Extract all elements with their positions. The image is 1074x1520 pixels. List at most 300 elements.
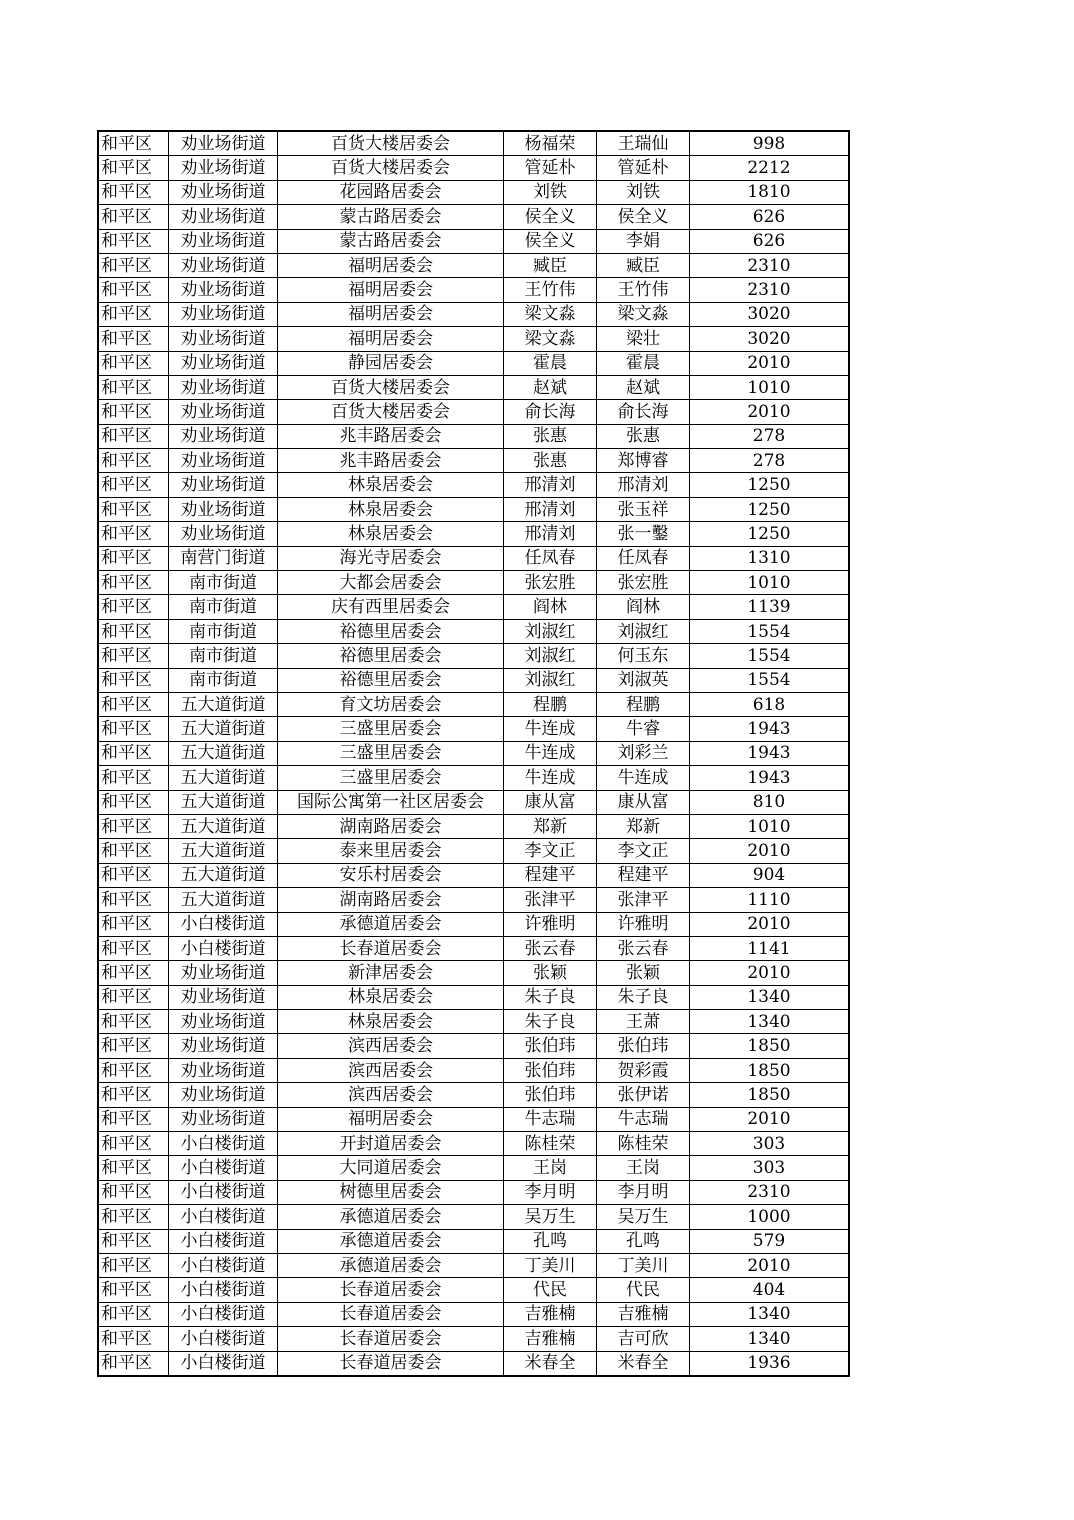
table-row: [98, 790, 849, 814]
street-cell: 小白楼街道: [169, 1180, 278, 1204]
district-cell: 和平区: [98, 619, 169, 643]
district-cell: 和平区: [98, 1351, 169, 1376]
amount-cell: 2010: [690, 351, 850, 375]
person-cell: 陈桂荣: [597, 1132, 690, 1156]
committee-cell: 滨西居委会: [278, 1058, 504, 1082]
committee-cell: 承德道居委会: [278, 1229, 504, 1253]
amount-cell: 303: [690, 1132, 850, 1156]
person-cell: 牛连成: [597, 766, 690, 790]
amount-cell: 1810: [690, 180, 850, 204]
person-cell: 侯全义: [597, 205, 690, 229]
person-cell: 吴万生: [597, 1205, 690, 1229]
committee-cell: 百货大楼居委会: [278, 156, 504, 180]
table-row: [98, 1302, 849, 1326]
amount-cell: 2310: [690, 278, 850, 302]
committee-cell: 蒙古路居委会: [278, 229, 504, 253]
table-row: [98, 327, 849, 351]
street-cell: 劝业场街道: [169, 156, 278, 180]
person-cell: 张颖: [597, 961, 690, 985]
district-cell: 和平区: [98, 717, 169, 741]
table-row: [98, 888, 849, 912]
committee-cell: 福明居委会: [278, 1107, 504, 1131]
committee-cell: 兆丰路居委会: [278, 449, 504, 473]
street-cell: 五大道街道: [169, 814, 278, 838]
committee-cell: 静园居委会: [278, 351, 504, 375]
person-cell: 管延朴: [597, 156, 690, 180]
district-cell: 和平区: [98, 156, 169, 180]
committee-cell: 承德道居委会: [278, 912, 504, 936]
person-cell: 刘淑英: [597, 668, 690, 692]
household-head-cell: 张伯玮: [504, 1058, 597, 1082]
household-head-cell: 邢清刘: [504, 473, 597, 497]
table-row: [98, 375, 849, 399]
household-head-cell: 牛连成: [504, 766, 597, 790]
street-cell: 五大道街道: [169, 766, 278, 790]
street-cell: 五大道街道: [169, 790, 278, 814]
household-head-cell: 俞长海: [504, 400, 597, 424]
street-cell: 劝业场街道: [169, 1107, 278, 1131]
household-head-cell: 程鹏: [504, 692, 597, 716]
amount-cell: 2310: [690, 253, 850, 277]
district-cell: 和平区: [98, 351, 169, 375]
table-row: [98, 156, 849, 180]
amount-cell: 1943: [690, 741, 850, 765]
amount-cell: 1936: [690, 1351, 850, 1376]
person-cell: 刘铁: [597, 180, 690, 204]
amount-cell: 1554: [690, 668, 850, 692]
committee-cell: 滨西居委会: [278, 1034, 504, 1058]
committee-cell: 福明居委会: [278, 278, 504, 302]
person-cell: 任凤春: [597, 546, 690, 570]
committee-cell: 福明居委会: [278, 327, 504, 351]
committee-cell: 三盛里居委会: [278, 741, 504, 765]
person-cell: 何玉东: [597, 644, 690, 668]
table-row: [98, 546, 849, 570]
amount-cell: 303: [690, 1156, 850, 1180]
district-cell: 和平区: [98, 131, 169, 156]
person-cell: 张宏胜: [597, 571, 690, 595]
street-cell: 劝业场街道: [169, 375, 278, 399]
household-head-cell: 杨福荣: [504, 131, 597, 156]
district-cell: 和平区: [98, 1083, 169, 1107]
person-cell: 李娟: [597, 229, 690, 253]
person-cell: 邢清刘: [597, 473, 690, 497]
household-head-cell: 吉雅楠: [504, 1327, 597, 1351]
street-cell: 小白楼街道: [169, 936, 278, 960]
household-head-cell: 刘淑红: [504, 668, 597, 692]
street-cell: 小白楼街道: [169, 912, 278, 936]
table-row: [98, 1107, 849, 1131]
household-head-cell: 朱子良: [504, 985, 597, 1009]
household-head-cell: 邢清刘: [504, 497, 597, 521]
amount-cell: 3020: [690, 302, 850, 326]
household-head-cell: 康从富: [504, 790, 597, 814]
street-cell: 劝业场街道: [169, 253, 278, 277]
street-cell: 五大道街道: [169, 692, 278, 716]
household-head-cell: 梁文淼: [504, 302, 597, 326]
table-row: [98, 741, 849, 765]
amount-cell: 1250: [690, 473, 850, 497]
table-row: [98, 449, 849, 473]
committee-cell: 三盛里居委会: [278, 766, 504, 790]
street-cell: 劝业场街道: [169, 180, 278, 204]
committee-cell: 国际公寓第一社区居委会: [278, 790, 504, 814]
amount-cell: 1250: [690, 497, 850, 521]
district-cell: 和平区: [98, 1058, 169, 1082]
table-row: [98, 473, 849, 497]
amount-cell: 1141: [690, 936, 850, 960]
household-head-cell: 程建平: [504, 863, 597, 887]
household-head-cell: 管延朴: [504, 156, 597, 180]
street-cell: 南营门街道: [169, 546, 278, 570]
district-cell: 和平区: [98, 644, 169, 668]
committee-cell: 开封道居委会: [278, 1132, 504, 1156]
household-head-cell: 吉雅楠: [504, 1302, 597, 1326]
household-head-cell: 孔鸣: [504, 1229, 597, 1253]
table-row: [98, 644, 849, 668]
committee-cell: 百货大楼居委会: [278, 375, 504, 399]
amount-cell: 579: [690, 1229, 850, 1253]
district-cell: 和平区: [98, 546, 169, 570]
household-head-cell: 梁文淼: [504, 327, 597, 351]
amount-cell: 2310: [690, 1180, 850, 1204]
household-head-cell: 代民: [504, 1278, 597, 1302]
table-row: [98, 1253, 849, 1277]
committee-cell: 泰来里居委会: [278, 839, 504, 863]
household-head-cell: 牛连成: [504, 741, 597, 765]
person-cell: 郑博睿: [597, 449, 690, 473]
amount-cell: 1340: [690, 1327, 850, 1351]
street-cell: 劝业场街道: [169, 1058, 278, 1082]
household-head-cell: 张津平: [504, 888, 597, 912]
table-row: [98, 961, 849, 985]
household-head-cell: 郑新: [504, 814, 597, 838]
street-cell: 小白楼街道: [169, 1229, 278, 1253]
district-cell: 和平区: [98, 1156, 169, 1180]
table-row: [98, 766, 849, 790]
committee-cell: 安乐村居委会: [278, 863, 504, 887]
amount-cell: 3020: [690, 327, 850, 351]
person-cell: 俞长海: [597, 400, 690, 424]
street-cell: 南市街道: [169, 595, 278, 619]
person-cell: 郑新: [597, 814, 690, 838]
table-row: [98, 936, 849, 960]
household-head-cell: 张宏胜: [504, 571, 597, 595]
committee-cell: 福明居委会: [278, 302, 504, 326]
district-cell: 和平区: [98, 449, 169, 473]
committee-cell: 湖南路居委会: [278, 888, 504, 912]
district-cell: 和平区: [98, 961, 169, 985]
household-head-cell: 朱子良: [504, 1010, 597, 1034]
table-row: [98, 1205, 849, 1229]
household-head-cell: 丁美川: [504, 1253, 597, 1277]
household-head-cell: 李文正: [504, 839, 597, 863]
data-table: [97, 130, 850, 1377]
person-cell: 刘彩兰: [597, 741, 690, 765]
amount-cell: 810: [690, 790, 850, 814]
table-row: [98, 522, 849, 546]
person-cell: 康从富: [597, 790, 690, 814]
street-cell: 劝业场街道: [169, 1083, 278, 1107]
street-cell: 小白楼街道: [169, 1156, 278, 1180]
district-cell: 和平区: [98, 1278, 169, 1302]
table-row: [98, 619, 849, 643]
table-body: [98, 131, 849, 1376]
committee-cell: 长春道居委会: [278, 1302, 504, 1326]
district-cell: 和平区: [98, 1180, 169, 1204]
committee-cell: 育文坊居委会: [278, 692, 504, 716]
district-cell: 和平区: [98, 229, 169, 253]
street-cell: 劝业场街道: [169, 961, 278, 985]
table-row: [98, 1229, 849, 1253]
amount-cell: 2010: [690, 1253, 850, 1277]
street-cell: 五大道街道: [169, 741, 278, 765]
committee-cell: 三盛里居委会: [278, 717, 504, 741]
person-cell: 赵斌: [597, 375, 690, 399]
amount-cell: 1110: [690, 888, 850, 912]
amount-cell: 1010: [690, 571, 850, 595]
street-cell: 劝业场街道: [169, 449, 278, 473]
committee-cell: 裕德里居委会: [278, 668, 504, 692]
committee-cell: 长春道居委会: [278, 1278, 504, 1302]
street-cell: 南市街道: [169, 571, 278, 595]
committee-cell: 长春道居委会: [278, 1351, 504, 1376]
person-cell: 李月明: [597, 1180, 690, 1204]
amount-cell: 1554: [690, 644, 850, 668]
table-row: [98, 668, 849, 692]
table-row: [98, 863, 849, 887]
table-row: [98, 1351, 849, 1376]
committee-cell: 大都会居委会: [278, 571, 504, 595]
amount-cell: 2010: [690, 1107, 850, 1131]
committee-cell: 新津居委会: [278, 961, 504, 985]
amount-cell: 404: [690, 1278, 850, 1302]
street-cell: 小白楼街道: [169, 1351, 278, 1376]
person-cell: 吉雅楠: [597, 1302, 690, 1326]
person-cell: 霍晨: [597, 351, 690, 375]
person-cell: 张津平: [597, 888, 690, 912]
amount-cell: 1850: [690, 1034, 850, 1058]
table-row: [98, 985, 849, 1009]
person-cell: 王瑞仙: [597, 131, 690, 156]
person-cell: 朱子良: [597, 985, 690, 1009]
street-cell: 五大道街道: [169, 717, 278, 741]
committee-cell: 承德道居委会: [278, 1253, 504, 1277]
amount-cell: 1010: [690, 814, 850, 838]
amount-cell: 1000: [690, 1205, 850, 1229]
committee-cell: 林泉居委会: [278, 473, 504, 497]
table-row: [98, 1058, 849, 1082]
person-cell: 张惠: [597, 424, 690, 448]
street-cell: 劝业场街道: [169, 278, 278, 302]
district-cell: 和平区: [98, 522, 169, 546]
street-cell: 劝业场街道: [169, 302, 278, 326]
amount-cell: 1310: [690, 546, 850, 570]
household-head-cell: 李月明: [504, 1180, 597, 1204]
table-row: [98, 1327, 849, 1351]
household-head-cell: 张伯玮: [504, 1083, 597, 1107]
district-cell: 和平区: [98, 571, 169, 595]
household-head-cell: 许雅明: [504, 912, 597, 936]
street-cell: 劝业场街道: [169, 1010, 278, 1034]
person-cell: 梁文淼: [597, 302, 690, 326]
district-cell: 和平区: [98, 839, 169, 863]
district-cell: 和平区: [98, 278, 169, 302]
committee-cell: 承德道居委会: [278, 1205, 504, 1229]
amount-cell: 2010: [690, 912, 850, 936]
person-cell: 代民: [597, 1278, 690, 1302]
person-cell: 孔鸣: [597, 1229, 690, 1253]
committee-cell: 长春道居委会: [278, 1327, 504, 1351]
person-cell: 张伊诺: [597, 1083, 690, 1107]
committee-cell: 百货大楼居委会: [278, 400, 504, 424]
household-head-cell: 吴万生: [504, 1205, 597, 1229]
person-cell: 张云春: [597, 936, 690, 960]
table-row: [98, 1132, 849, 1156]
table-row: [98, 424, 849, 448]
district-cell: 和平区: [98, 400, 169, 424]
district-cell: 和平区: [98, 1229, 169, 1253]
district-cell: 和平区: [98, 766, 169, 790]
person-cell: 阎林: [597, 595, 690, 619]
district-cell: 和平区: [98, 1327, 169, 1351]
household-head-cell: 王竹伟: [504, 278, 597, 302]
committee-cell: 长春道居委会: [278, 936, 504, 960]
amount-cell: 998: [690, 131, 850, 156]
amount-cell: 278: [690, 424, 850, 448]
district-cell: 和平区: [98, 1253, 169, 1277]
street-cell: 南市街道: [169, 668, 278, 692]
district-cell: 和平区: [98, 790, 169, 814]
household-head-cell: 王岗: [504, 1156, 597, 1180]
district-cell: 和平区: [98, 668, 169, 692]
household-head-cell: 张伯玮: [504, 1034, 597, 1058]
district-cell: 和平区: [98, 741, 169, 765]
committee-cell: 兆丰路居委会: [278, 424, 504, 448]
household-head-cell: 张颖: [504, 961, 597, 985]
district-cell: 和平区: [98, 985, 169, 1009]
street-cell: 五大道街道: [169, 888, 278, 912]
person-cell: 丁美川: [597, 1253, 690, 1277]
district-cell: 和平区: [98, 1010, 169, 1034]
person-cell: 米春全: [597, 1351, 690, 1376]
household-head-cell: 侯全义: [504, 205, 597, 229]
household-head-cell: 刘铁: [504, 180, 597, 204]
household-head-cell: 张云春: [504, 936, 597, 960]
district-cell: 和平区: [98, 424, 169, 448]
committee-cell: 裕德里居委会: [278, 644, 504, 668]
district-cell: 和平区: [98, 888, 169, 912]
person-cell: 许雅明: [597, 912, 690, 936]
table-row: [98, 205, 849, 229]
table-row: [98, 131, 849, 156]
table-row: [98, 1156, 849, 1180]
street-cell: 小白楼街道: [169, 1253, 278, 1277]
street-cell: 劝业场街道: [169, 497, 278, 521]
committee-cell: 裕德里居委会: [278, 619, 504, 643]
amount-cell: 1943: [690, 766, 850, 790]
person-cell: 梁壮: [597, 327, 690, 351]
person-cell: 臧臣: [597, 253, 690, 277]
amount-cell: 904: [690, 863, 850, 887]
person-cell: 王竹伟: [597, 278, 690, 302]
amount-cell: 278: [690, 449, 850, 473]
table-row: [98, 253, 849, 277]
committee-cell: 蒙古路居委会: [278, 205, 504, 229]
table-row: [98, 278, 849, 302]
street-cell: 劝业场街道: [169, 424, 278, 448]
household-head-cell: 刘淑红: [504, 619, 597, 643]
street-cell: 小白楼街道: [169, 1278, 278, 1302]
district-cell: 和平区: [98, 375, 169, 399]
person-cell: 程建平: [597, 863, 690, 887]
household-head-cell: 霍晨: [504, 351, 597, 375]
household-head-cell: 米春全: [504, 1351, 597, 1376]
amount-cell: 626: [690, 205, 850, 229]
household-head-cell: 任凤春: [504, 546, 597, 570]
street-cell: 小白楼街道: [169, 1302, 278, 1326]
table-row: [98, 180, 849, 204]
district-cell: 和平区: [98, 1205, 169, 1229]
household-head-cell: 邢清刘: [504, 522, 597, 546]
committee-cell: 林泉居委会: [278, 497, 504, 521]
street-cell: 劝业场街道: [169, 229, 278, 253]
street-cell: 小白楼街道: [169, 1327, 278, 1351]
district-cell: 和平区: [98, 1107, 169, 1131]
street-cell: 劝业场街道: [169, 1034, 278, 1058]
street-cell: 劝业场街道: [169, 351, 278, 375]
person-cell: 张玉祥: [597, 497, 690, 521]
table-row: [98, 400, 849, 424]
committee-cell: 林泉居委会: [278, 1010, 504, 1034]
district-cell: 和平区: [98, 473, 169, 497]
amount-cell: 1250: [690, 522, 850, 546]
table-row: [98, 1034, 849, 1058]
person-cell: 程鹏: [597, 692, 690, 716]
street-cell: 五大道街道: [169, 863, 278, 887]
district-cell: 和平区: [98, 692, 169, 716]
table-row: [98, 1010, 849, 1034]
street-cell: 南市街道: [169, 619, 278, 643]
amount-cell: 1850: [690, 1083, 850, 1107]
table-row: [98, 717, 849, 741]
amount-cell: 626: [690, 229, 850, 253]
table-row: [98, 814, 849, 838]
amount-cell: 2212: [690, 156, 850, 180]
person-cell: 牛睿: [597, 717, 690, 741]
street-cell: 五大道街道: [169, 839, 278, 863]
person-cell: 王萧: [597, 1010, 690, 1034]
district-cell: 和平区: [98, 180, 169, 204]
amount-cell: 2010: [690, 839, 850, 863]
table-row: [98, 692, 849, 716]
street-cell: 劝业场街道: [169, 473, 278, 497]
committee-cell: 林泉居委会: [278, 985, 504, 1009]
amount-cell: 1850: [690, 1058, 850, 1082]
household-head-cell: 臧臣: [504, 253, 597, 277]
person-cell: 张伯玮: [597, 1034, 690, 1058]
committee-cell: 庆有西里居委会: [278, 595, 504, 619]
household-head-cell: 张惠: [504, 424, 597, 448]
district-cell: 和平区: [98, 497, 169, 521]
amount-cell: 1943: [690, 717, 850, 741]
district-cell: 和平区: [98, 595, 169, 619]
person-cell: 牛志瑞: [597, 1107, 690, 1131]
person-cell: 王岗: [597, 1156, 690, 1180]
table-row: [98, 229, 849, 253]
amount-cell: 1340: [690, 1010, 850, 1034]
district-cell: 和平区: [98, 253, 169, 277]
